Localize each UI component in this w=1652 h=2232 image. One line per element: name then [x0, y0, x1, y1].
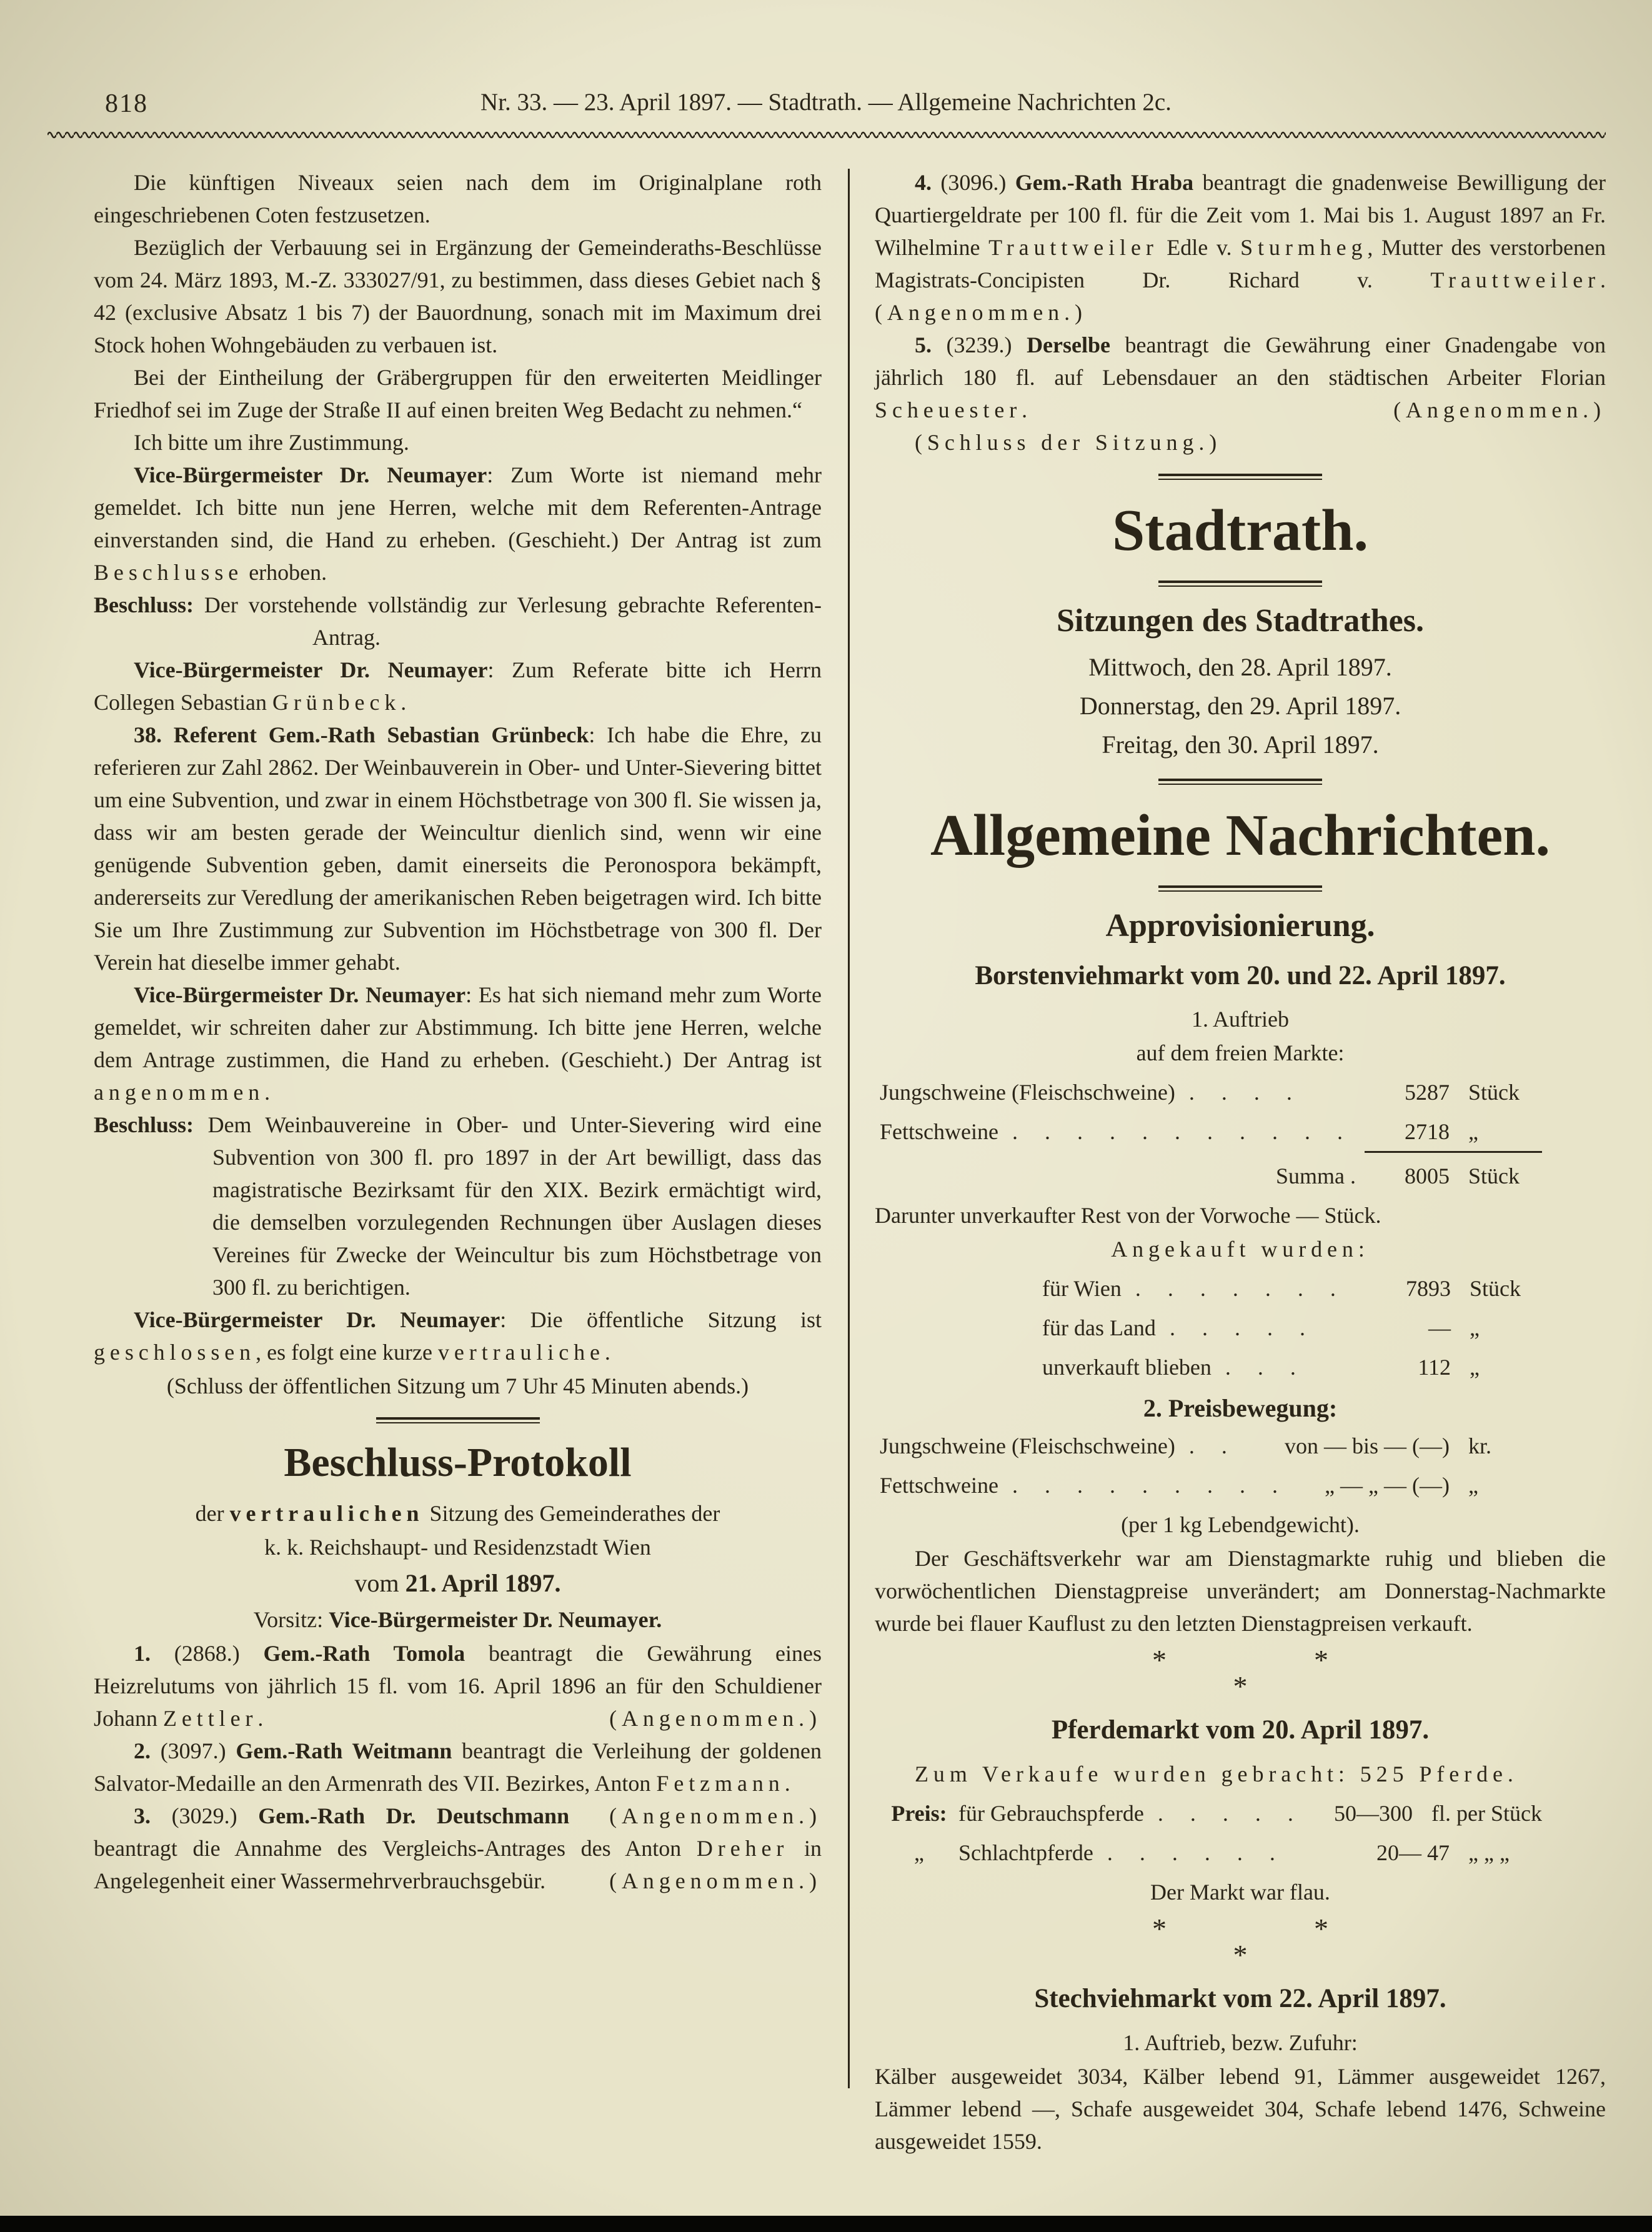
text-segment: . — [784, 1770, 790, 1796]
p — [94, 426, 822, 459]
text-segment: , Mutter des verstorbenen Magistrats-Concipisten Dr. Richard v. — [875, 235, 1606, 292]
row-label: Jungschweine (Fleischschweine) — [880, 1433, 1175, 1459]
row-unit: Stück — [1470, 1276, 1521, 1302]
h4: Stechviehmarkt vom 22. April 1897. — [1034, 1984, 1446, 2014]
row-label: unverkauft blieben — [1042, 1355, 1212, 1380]
text-segment: Vice-Bürgermeister Dr. Neumayer — [134, 1307, 500, 1332]
row-label: Schlachtpferde — [958, 1840, 1093, 1866]
text-segment: Zum Verkaufe wurden gebracht: 525 Pferde. — [915, 1761, 1518, 1787]
text-segment: Vice-Bürgermeister Dr. Neumayer. — [329, 1607, 662, 1632]
text-segment: . — [401, 690, 407, 715]
text-segment: Sitzung des Gemeinderathes der — [424, 1500, 720, 1526]
text-segment: (Angenommen.) — [609, 1803, 822, 1828]
text-segment: Kälber ausgeweidet 3034, Kälber lebend 91, Lämmer ausgeweidet 1267, Lämmer lebend —, Schafe ausgeweidet 304, Schafe lebend 1476, Schweine ausgeweidet 1559. — [875, 2063, 1606, 2154]
scan-bottom-bar — [0, 2216, 1652, 2232]
text-segment: der — [195, 1500, 230, 1526]
center — [94, 1565, 822, 1602]
text-segment: Edle v. — [1158, 235, 1241, 260]
center — [875, 1508, 1606, 1541]
row-value: 112 — [1418, 1355, 1451, 1380]
asterism: * * * — [1152, 1644, 1328, 1703]
center — [94, 1370, 822, 1402]
text-segment: Gem.-Rath Dr. Deutschmann — [258, 1803, 570, 1828]
row-value: 5287 — [1405, 1080, 1450, 1105]
row — [1042, 1312, 1543, 1344]
h1: Allgemeine Nachrichten. — [930, 803, 1550, 869]
row-lead: „ — [914, 1840, 924, 1866]
row — [880, 1469, 1542, 1502]
page-header — [0, 86, 1652, 124]
text-segment: : Die öffentliche Sitzung ist — [500, 1307, 822, 1332]
row-label: Fettschweine — [880, 1473, 998, 1498]
center — [875, 1037, 1606, 1069]
row-value: 20— 47 — [1376, 1840, 1450, 1866]
rule — [1158, 474, 1322, 480]
p — [875, 1199, 1606, 1232]
row-label: für Gebrauchspferde — [958, 1801, 1144, 1826]
row-value: „ — „ — (—) — [1325, 1473, 1450, 1498]
row — [880, 1115, 1542, 1153]
p — [94, 1109, 822, 1303]
text-segment: Sturmheg — [1240, 235, 1368, 260]
text-segment: (Angenommen.) — [875, 300, 1087, 325]
p — [94, 459, 822, 589]
h3: Sitzungen des Stadtrathes. — [1057, 602, 1424, 639]
text-segment: (3097.) — [151, 1738, 236, 1763]
rule — [1158, 885, 1322, 892]
p — [94, 1637, 822, 1735]
h1: Stadtrath. — [1112, 498, 1368, 563]
row-figures — [1328, 1797, 1542, 1830]
text-segment: : Es hat sich niemand mehr zum Worte gemeldet, wir schreiten daher zur Abstimmung. Ich bitte jene Herren, welche dem Antrage zustimmen, die Hand zu erheben. (Geschieht.) Der Antrag ist — [94, 982, 822, 1072]
text-segment: Beschluss: — [94, 592, 194, 617]
text-segment: auf dem freien Markte: — [1136, 1040, 1345, 1066]
dot-leader: . . . . — [1188, 1080, 1303, 1105]
row-unit: „ — [1468, 1119, 1478, 1145]
center — [875, 1003, 1606, 1035]
text-segment: , es folgt eine kurze — [256, 1340, 438, 1365]
text-segment: 2. — [134, 1738, 151, 1763]
text-segment: : Ich habe die Ehre, zu referieren zur Zahl 2862. Der Weinbauverein in Ober- und Unter-Sievering bittet um eine Subvention, und zwar in einem Höchstbetrage von 300 fl. Sie wissen ja, dass wir am besten gerade der Weincultur dienlich sind, wenn wir eine genügende Subvention geben, damit einerseits die Peronospora bekämpft, andererseits zur Veredlung der amerikanischen Reben beigetragen wird. Ich bitte Sie um Ihre Zustimmung zur Subvention im Höchstbetrage von 300 fl. Der Verein hat dieselbe immer gehabt. — [94, 722, 822, 975]
row — [880, 1430, 1542, 1462]
dot-leader: . . . . . . . . . — [1012, 1473, 1288, 1498]
row-unit: fl. per Stück — [1431, 1801, 1542, 1826]
text-segment: Donnerstag, den 29. April 1897. — [1079, 692, 1401, 720]
center — [94, 1497, 822, 1530]
text-segment: Der vorstehende vollständig zur Verlesung gebrachte Referenten-Antrag. — [194, 592, 822, 650]
h2: Beschluss-Protokoll — [284, 1440, 632, 1485]
p — [94, 1303, 822, 1368]
text-segment: . — [264, 1080, 271, 1105]
row-value: 50—300 — [1334, 1801, 1413, 1826]
row-unit: „ — [1470, 1355, 1480, 1380]
p — [94, 166, 822, 231]
asterism: * * * — [1152, 1913, 1328, 1971]
text-segment: : Zum Worte ist niemand mehr gemeldet. Ich bitte nun jene Herren, welche mit dem Referenten-Antrage einverstanden sind, die Hand zu erheben. (Geschieht.) Der Antrag ist zum — [94, 462, 822, 552]
right-column — [875, 166, 1606, 2207]
column-divider — [848, 169, 850, 2088]
row-unit: „ — [1468, 1473, 1478, 1498]
text-segment: Grünbeck — [272, 690, 401, 715]
text-segment: Gem.-Rath Tomola — [263, 1640, 465, 1666]
wavy-rule — [47, 127, 1606, 142]
text-segment: Freitag, den 30. April 1897. — [1102, 730, 1379, 759]
center — [875, 1876, 1606, 1908]
text-segment: Fetzmann — [656, 1770, 785, 1796]
row-figures — [1285, 1430, 1542, 1462]
row-figures — [1365, 1076, 1542, 1109]
row-value: 2718 — [1405, 1119, 1450, 1145]
row-unit: Stück — [1468, 1080, 1520, 1105]
text-segment: Mittwoch, den 28. April 1897. — [1088, 653, 1392, 682]
row-label: Summa . — [1275, 1163, 1356, 1189]
dot-leader: . . . — [1225, 1355, 1306, 1380]
text-segment: . — [1600, 267, 1606, 292]
dot-leader: . . . . . — [1157, 1801, 1304, 1826]
text-segment: (Schluss der Sitzung.) — [915, 430, 1222, 455]
row-figures — [1365, 1836, 1542, 1869]
h5: 2. Preisbewegung: — [1143, 1394, 1338, 1423]
page-number: 818 — [105, 89, 148, 118]
text-segment: Darunter unverkaufter Rest von der Vorwoche — Stück. — [875, 1203, 1381, 1228]
p — [94, 719, 822, 979]
p — [94, 654, 822, 719]
text-segment: vom — [354, 1568, 406, 1597]
row-unit: Stück — [1468, 1163, 1520, 1189]
text-segment: Derselbe — [1027, 332, 1111, 357]
dot-leader: . . — [1188, 1433, 1238, 1459]
row-label: für Wien — [1042, 1276, 1122, 1302]
p — [875, 426, 1606, 459]
text-segment: (3096.) — [932, 170, 1015, 195]
center — [875, 687, 1606, 725]
text-segment: angenommen — [94, 1080, 265, 1105]
dot-leader: . . . . . . . — [1135, 1276, 1346, 1302]
row-unit: „ — [1470, 1315, 1480, 1341]
p — [875, 2060, 1606, 2158]
text-segment: Gem.-Rath Weitmann — [236, 1738, 452, 1763]
text-segment: 21. April 1897. — [405, 1568, 561, 1597]
text-segment: Trauttweiler — [988, 235, 1158, 260]
columns — [94, 166, 1606, 2207]
text-segment: Vice-Bürgermeister Dr. Neumayer — [134, 982, 466, 1007]
row — [1042, 1272, 1543, 1305]
text-segment: (Schluss der öffentlichen Sitzung um 7 Uhr 45 Minuten abends.) — [166, 1373, 749, 1398]
center — [94, 1531, 822, 1563]
row — [880, 1797, 1542, 1830]
text-segment: Die künftigen Niveaux seien nach dem im Originalplane roth eingeschriebenen Coten festzusetzen. — [94, 170, 822, 227]
row-label: Jungschweine (Fleischschweine) — [880, 1080, 1175, 1105]
text-segment: (Angenommen.) — [609, 1868, 822, 1893]
h4: Pferdemarkt vom 20. April 1897. — [1051, 1715, 1430, 1745]
row-figures — [1366, 1272, 1543, 1305]
text-segment: geschlossen — [94, 1340, 256, 1365]
text-segment: 1. Auftrieb — [1192, 1007, 1289, 1032]
text-segment: (Angenommen.) — [609, 1705, 822, 1731]
rule — [1158, 779, 1322, 785]
text-segment: . — [1022, 397, 1028, 422]
p — [94, 979, 822, 1109]
text-segment: Vorsitz: — [253, 1607, 329, 1632]
text-segment: beantragt die gnadenweise Bewilligung der Quartiergeldrate per 100 fl. für die Zeit vom 1. Mai bis 1. August 1897 an Fr. Wilhelmine — [875, 170, 1606, 260]
text-segment: Zettler — [163, 1705, 258, 1731]
row-label: Fettschweine — [880, 1119, 998, 1145]
text-segment: Bezüglich der Verbauung sei in Ergänzung der Gemeinderaths-Beschlüsse vom 24. März 1893, M.-Z. 333027/91, zu bestimmen, dass dieses Gebiet nach § 42 (exclusive Absatz 1 bis 7) der Bauordnung, sonach mit im Maximum drei Stock hohen Wohngebäuden zu verbauen ist. — [94, 235, 822, 357]
left-column — [94, 166, 822, 2207]
text-segment: (per 1 kg Lebendgewicht). — [1121, 1512, 1360, 1538]
text-segment: Der Markt war flau. — [1150, 1880, 1330, 1905]
text-segment: Bei der Eintheilung der Gräbergruppen für den erweiterten Meidlinger Friedhof sei im Zuge der Straße II auf einen breiten Weg Bedacht zu nehmen.“ — [94, 365, 822, 422]
row-figures — [1366, 1351, 1543, 1383]
text-segment: Angekauft wurden: — [1111, 1237, 1370, 1262]
row-value: 7893 — [1406, 1276, 1451, 1302]
dot-leader: . . . . . . — [1107, 1840, 1286, 1866]
text-segment: 5. — [915, 332, 932, 357]
text-segment: (Angenommen.) — [1393, 397, 1606, 422]
running-head: Nr. 33. — 23. April 1897. — Stadtrath. — Allgemeine Nachrichten 2c. — [480, 89, 1172, 116]
text-segment: Vice-Bürgermeister Dr. Neumayer — [134, 462, 487, 487]
row — [880, 1836, 1542, 1869]
row — [1042, 1351, 1543, 1383]
text-segment: Vice-Bürgermeister Dr. Neumayer — [134, 657, 488, 682]
row-label: für das Land — [1042, 1315, 1156, 1341]
row-value: — — [1428, 1315, 1451, 1341]
text-segment: beantragt die Gewährung eines Heizrelutums von jährlich 15 fl. vom 16. April 1896 an für den Schuldiener Johann — [94, 1640, 822, 1731]
p — [94, 231, 822, 361]
row — [880, 1160, 1542, 1192]
text-segment: erhoben. — [243, 560, 327, 585]
text-segment: beantragt die Annahme des Vergleichs-Antrages des Anton — [94, 1835, 697, 1861]
p — [875, 1542, 1606, 1640]
dot-leader: . . . . . — [1169, 1315, 1316, 1341]
text-segment: in Angelegenheit einer Wassermehrverbrauchsgebür. — [94, 1835, 822, 1893]
row-value: 8005 — [1405, 1163, 1450, 1189]
row-unit: kr. — [1468, 1433, 1492, 1459]
text-segment: . — [257, 1705, 264, 1731]
p — [94, 361, 822, 426]
text-segment: 38. Referent Gem.-Rath Sebastian Grünbeck — [134, 722, 589, 747]
row-figures — [1325, 1469, 1542, 1502]
row-figures — [1365, 1160, 1542, 1192]
text-segment: vertrauliche — [437, 1340, 605, 1365]
h4: Borstenviehmarkt vom 20. und 22. April 1897. — [975, 960, 1506, 990]
text-segment: beantragt die Verleihung der goldenen Salvator-Medaille an den Armenrath des VII. Bezirkes, Anton — [94, 1738, 822, 1796]
h3: Approvisionierung. — [1105, 908, 1375, 944]
center — [875, 2026, 1606, 2059]
text-segment: (3239.) — [932, 332, 1027, 357]
text-segment: (3029.) — [151, 1803, 259, 1828]
dot-leader: . . . . . . . . . . . — [1012, 1119, 1353, 1145]
text-segment: Der Geschäftsverkehr war am Dienstagmarkte ruhig und blieben die vorwöchentlichen Dienstagpreise unverändert; am Donnerstag-Nachmarkte wurde bei flauer Kauflust zu den letzten Dienstagpreisen verkauft. — [875, 1546, 1606, 1637]
text-segment: Dem Weinbauvereine in Ober- und Unter-Sievering wird eine Subvention von 300 fl. pro 1897 in der Art bewilligt, dass das magistratische Bezirksamt für den XIX. Bezirk ermächtigt wird, die demselben vorzulegenden Rechnungen über Auslagen dieses Vereines für Zwecke der Weincultur bis zum Höchstbetrage von 300 fl. zu berichtigen. — [194, 1112, 822, 1300]
center — [875, 649, 1606, 686]
text-segment: : Zum Referate bitte ich Herrn Collegen Sebastian — [94, 657, 822, 715]
row-lead: Preis: — [891, 1801, 947, 1826]
text-segment: . — [604, 1340, 610, 1365]
row-unit: „ „ „ — [1468, 1840, 1510, 1866]
row-value: von — bis — (—) — [1285, 1433, 1450, 1459]
text-segment: beantragt die Gewährung einer Gnadengabe von jährlich 180 fl. auf Lebensdauer an den städtischen Arbeiter Florian — [875, 332, 1606, 390]
center — [875, 1233, 1606, 1265]
row-figures — [1365, 1115, 1542, 1153]
row — [880, 1076, 1542, 1109]
center — [94, 1603, 822, 1636]
text-segment: Trauttweiler — [1430, 267, 1600, 292]
rule — [1158, 580, 1322, 587]
p — [875, 166, 1606, 329]
center — [875, 726, 1606, 764]
p — [875, 1758, 1606, 1790]
text-segment: Beschluss: — [94, 1112, 194, 1137]
text-segment: Beschlusse — [94, 560, 244, 585]
text-segment: Dreher — [696, 1835, 789, 1861]
text-segment: Scheuester — [875, 397, 1022, 422]
p — [94, 589, 822, 654]
text-segment: 1. Auftrieb, bezw. Zufuhr: — [1123, 2030, 1358, 2055]
text-segment: Gem.-Rath Hraba — [1015, 170, 1194, 195]
text-segment: 3. — [134, 1803, 151, 1828]
text-segment: 1. — [134, 1640, 151, 1666]
text-segment: k. k. Reichshaupt- und Residenzstadt Wien — [264, 1534, 651, 1560]
rule — [376, 1417, 540, 1423]
text-segment: Ich bitte um ihre Zustimmung. — [134, 430, 409, 455]
p — [875, 329, 1606, 426]
text-segment: vertraulichen — [229, 1500, 424, 1526]
row-figures — [1366, 1312, 1543, 1344]
text-segment: 4. — [915, 170, 932, 195]
text-segment: (2868.) — [151, 1640, 264, 1666]
